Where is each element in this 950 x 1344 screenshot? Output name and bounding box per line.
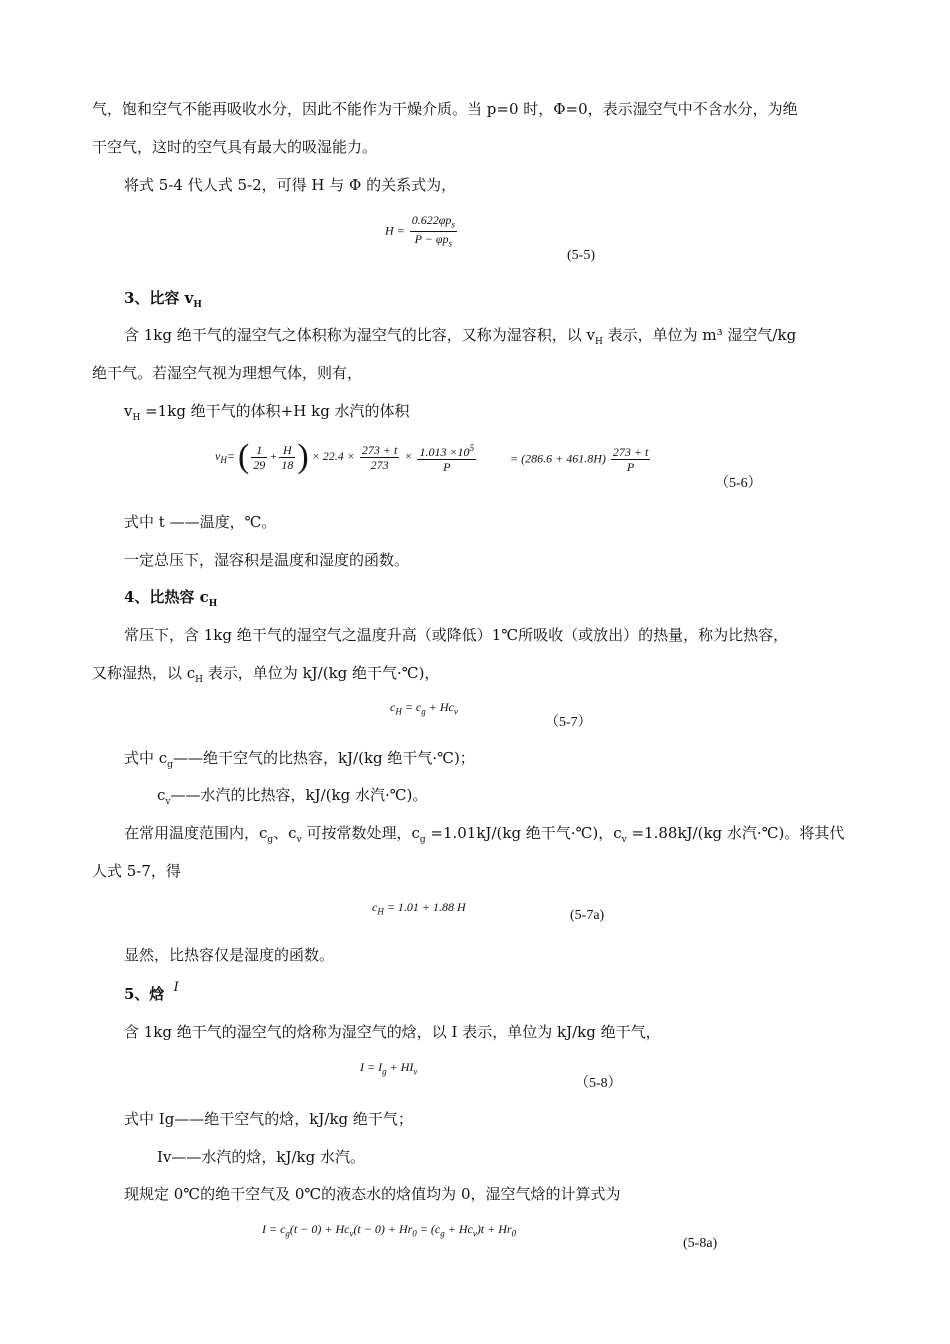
equation-number: (5-5) xyxy=(567,248,595,263)
left-paren: ( xyxy=(237,438,250,475)
eq-fraction: $\frac{0.622\varphi p_s}{P - \varphi p_s}$ xyxy=(411,213,455,249)
paragraph-line: $v_H =1kg$ 绝干气的体积+H kg 水汽的体积 xyxy=(124,402,410,423)
section-heading: 4、比热容 $c_H$ xyxy=(124,588,218,609)
equation-number: （5-6） xyxy=(715,476,762,491)
equation-number: （5-8） xyxy=(575,1076,622,1091)
paragraph-line: 干空气，这时的空气具有最大的吸湿能力。 xyxy=(92,138,378,156)
paragraph-line: 绝干气。若湿空气视为理想气体，则有， xyxy=(92,364,363,382)
equation-5-6: $v_H=$ ( $\frac{1}{29}$ + $\frac{H}{18}$ ) × 22.4 × $\frac{273 + t}{273}$ × $\frac{1.013 \times 10^5}{P}$ xyxy=(215,438,475,475)
paragraph-line: $c_v——$水汽的比热容，kJ/(kg 水汽·℃)。 xyxy=(157,786,428,807)
equation-number: (5-7a) xyxy=(570,908,605,923)
equation-number: （5-7） xyxy=(545,715,592,730)
paragraph-line: 常压下，含 1kg 绝干气的湿空气之温度升高（或降低）1℃所吸收（或放出）的热量，称为比热容， xyxy=(124,626,789,644)
equation-5-8: $I = I_g + HI_v$ xyxy=(360,1060,418,1077)
paragraph-line: 式中 $c_g——$绝干空气的比热容，kJ/(kg 绝干气·℃)； xyxy=(124,749,475,770)
eq-lhs: H = xyxy=(385,223,405,238)
paragraph-line: 一定总压下，湿容积是温度和湿度的函数。 xyxy=(124,551,410,569)
section-heading: 5、焓 I xyxy=(124,980,179,1003)
equation-5-6-rhs: = (286.6 + 461.8H) $\frac{273 + t}{P}$ xyxy=(510,445,649,474)
section-heading: 3、比容 $v_H$ xyxy=(124,289,202,310)
paragraph-line: Iv——水汽的焓，kJ/kg 水汽。 xyxy=(157,1148,366,1166)
equation-5-8a: $I = c_g(t - 0) + Hc_v(t - 0) + Hr_0 = (c_g + Hc_v)t + Hr_0$ xyxy=(262,1222,517,1239)
paragraph-line: 又称湿热，以 $c_H$ 表示，单位为 kJ/(kg 绝干气·℃)， xyxy=(92,664,440,685)
equation-number: (5-8a) xyxy=(683,1236,718,1251)
paragraph-line: 含 1kg 绝干气的湿空气的焓称为湿空气的焓，以 I 表示，单位为 kJ/kg 绝干气， xyxy=(124,1023,661,1041)
paragraph-line: 人式 5-7，得 xyxy=(92,862,181,880)
right-paren: ) xyxy=(297,438,309,475)
paragraph-line: 在常用温度范围内，$c_g$、$c_v$ 可按常数处理，$c_g =1.01kJ/(kg$ 绝干气·℃)，$c_v =1.88kJ/(kg$ 水汽·℃)。将其代 xyxy=(124,824,845,845)
paragraph-line: 将式 5-4 代人式 5-2，可得 H 与 Φ 的关系式为， xyxy=(124,176,457,194)
paragraph-line: 式中 t ——温度，℃。 xyxy=(124,513,277,531)
paragraph-line: 现规定 0℃的绝干空气及 0℃的液态水的焓值均为 0，湿空气焓的计算式为 xyxy=(124,1185,621,1203)
equation-5-7: $c_H = c_g + Hc_v$ xyxy=(390,700,458,717)
paragraph-line: 显然，比热容仅是湿度的函数。 xyxy=(124,946,335,964)
equation-5-5 xyxy=(385,213,459,251)
paragraph-line: 含 1kg 绝干气的湿空气之体积称为湿空气的比容，又称为湿容积，以 $v_H$ 表示，单位为 m³ 湿空气/kg xyxy=(124,326,797,347)
paragraph-line: 式中 Ig——绝干空气的焓，kJ/kg 绝干气； xyxy=(124,1110,413,1128)
paragraph-line: 气，饱和空气不能再吸收水分，因此不能作为干燥介质。当 p=0 时，Φ=0，表示湿空气中不含水分，为绝 xyxy=(92,100,798,118)
equation-5-7a: $c_H = 1.01 + 1.88$ H xyxy=(372,900,466,917)
